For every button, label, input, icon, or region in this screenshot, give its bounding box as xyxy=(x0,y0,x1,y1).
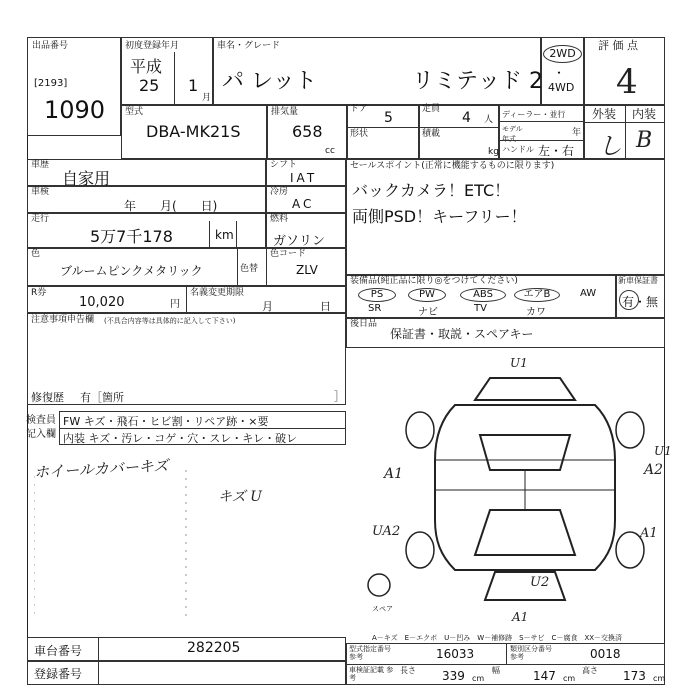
designation-label: 型式指定番号 参考 xyxy=(349,645,391,661)
model-name: パ レット xyxy=(222,69,317,94)
mileage-value: 5万7千178 xyxy=(90,227,173,246)
inspection-label: 車検 xyxy=(31,187,50,197)
aircon-label: 冷房 xyxy=(270,187,289,197)
aircon-value: AC xyxy=(292,197,315,211)
equip-abs: ABS xyxy=(460,288,506,302)
equip-tv: TV xyxy=(474,303,487,314)
kizu-note: キズ U xyxy=(218,489,262,505)
interior-score: B xyxy=(636,128,653,153)
usage-value: 自家用 xyxy=(62,169,111,188)
designation-value: 16033 xyxy=(436,647,475,661)
handle-label: ハンドル xyxy=(502,145,534,154)
type-label: 型式 xyxy=(125,107,144,117)
equip-sr: SR xyxy=(368,303,382,314)
equip-leather: カワ xyxy=(526,307,546,318)
drive-dot: ・ xyxy=(553,66,566,80)
length-unit: cm xyxy=(472,674,485,683)
score-value: 4 xyxy=(616,62,638,102)
diagram-legend: A－キズ E－エクボ U－凹み W－補修跡 S－サビ C－腐食 XX－交換済 xyxy=(372,634,623,642)
notes-label: 注意事項申告欄 xyxy=(31,315,95,325)
equip-ps: PS xyxy=(358,288,396,302)
height-value: 173 xyxy=(623,669,646,683)
attachments-value: 保証書・取説・スペアキー xyxy=(390,327,534,341)
mark-u1-right: U1 xyxy=(654,444,672,458)
load-label: 積載 xyxy=(422,129,441,139)
width-unit: cm xyxy=(563,674,576,683)
equipment-label: 装備品(純正品に限り◎をつけてください) xyxy=(350,276,518,286)
warranty-label: 新車保証書 xyxy=(618,276,658,285)
checker-label1: 検査員 xyxy=(26,415,56,426)
mileage-label: 走行 xyxy=(31,214,50,224)
notes-sub: (不具合内容等は具体的に記入して下さい) xyxy=(104,317,236,325)
shift-value: IAT xyxy=(290,171,318,185)
exterior-label: 外装 xyxy=(592,107,617,121)
repair-end: ］ xyxy=(334,390,345,403)
score-label: 評 価 点 xyxy=(598,39,638,52)
recycle-label: R券 xyxy=(31,288,47,298)
ref-label: 車検証記載 参考 xyxy=(349,666,394,682)
color-code: ZLV xyxy=(296,263,318,277)
reg-label: 登録番号 xyxy=(34,667,83,681)
recycle-value: 10,020 xyxy=(79,295,125,310)
fuel-value: ガソリン xyxy=(273,234,326,249)
drive-2wd: 2WD xyxy=(543,45,582,63)
inspection-value: 年 月( 日) xyxy=(124,199,218,213)
mark-a1-left: A1 xyxy=(384,466,404,482)
color-code-label: 色コード xyxy=(270,249,307,259)
checker-label2: 記入欄 xyxy=(26,429,56,440)
car-diagram xyxy=(400,360,650,620)
checker-row2: 内装 キズ・汚レ・コゲ・穴・スレ・キレ・破レ xyxy=(63,432,298,445)
height-label: 高さ xyxy=(582,666,598,675)
mileage-unit: km xyxy=(215,228,234,242)
mark-a1-rear: A1 xyxy=(512,610,529,624)
color-label: 色 xyxy=(31,249,41,259)
spare-label: スペア xyxy=(372,605,393,613)
category-label: 類別区分番号 参考 xyxy=(510,645,552,661)
shift-label: シフト xyxy=(270,160,298,170)
dealer-label: ディーラー・並行 xyxy=(502,110,566,119)
equip-navi: ナビ xyxy=(418,307,438,318)
sales-point-label: セールスポイント(正常に機能するものに限ります) xyxy=(350,161,555,171)
handle-value: 左・右 xyxy=(538,144,575,158)
seats-unit: 人 xyxy=(484,115,494,125)
drive-4wd: 4WD xyxy=(548,81,575,94)
color-value: ブルームピンクメタリック xyxy=(60,264,203,278)
equip-aw: AW xyxy=(580,288,597,299)
category-value: 0018 xyxy=(590,647,621,661)
seats-label: 定員 xyxy=(422,104,441,114)
dotted-lines xyxy=(34,470,344,620)
model-year-label: モデル 年式 xyxy=(502,125,523,143)
equip-pw: PW xyxy=(408,288,446,302)
sales-point-line1: バックカメラ！ETC！ xyxy=(352,181,511,200)
notes-box xyxy=(27,313,346,405)
sales-point-line2: 両側PSD！キーフリー！ xyxy=(352,207,527,226)
mark-a2-right: A2 xyxy=(644,462,664,478)
interior-label: 内装 xyxy=(632,107,657,121)
color-change-label: 色替 xyxy=(240,264,259,274)
displacement-label: 排気量 xyxy=(271,107,299,117)
mark-u1-top: U1 xyxy=(510,356,528,370)
model-label: 車名・グレード xyxy=(217,41,281,51)
width-label: 幅 xyxy=(492,666,500,675)
wheel-cover-note: ホイールカバーキズ xyxy=(33,456,169,482)
registration-month-unit: 月 xyxy=(202,93,212,103)
doors-label: ドア xyxy=(350,104,368,114)
exterior-score: し xyxy=(598,132,622,160)
registration-year: 25 xyxy=(139,76,160,95)
lot-code: [2193] xyxy=(34,78,68,89)
warranty-value: 有・無 xyxy=(622,295,659,309)
usage-label: 車歴 xyxy=(31,160,50,170)
chassis-value: 282205 xyxy=(187,640,241,656)
type-value: DBA-MK21S xyxy=(146,122,241,141)
registration-month: 1 xyxy=(188,76,199,95)
mark-a1-right: A1 xyxy=(640,526,658,541)
warranty-circle xyxy=(619,290,639,310)
mark-ua2-left: UA2 xyxy=(372,524,401,539)
checker-row1: FW キズ・飛石・ヒビ割・リペア跡・×要 xyxy=(63,415,269,428)
spare-tire-icon xyxy=(364,570,394,600)
model-grade: リミテッド 2 xyxy=(412,69,543,94)
mark-u2-rear: U2 xyxy=(530,575,550,590)
height-unit: cm xyxy=(653,674,666,683)
title-deadline-month: 月 xyxy=(262,300,273,313)
chassis-label: 車台番号 xyxy=(34,644,83,658)
registration-label: 初度登録年月 xyxy=(125,41,180,51)
registration-era: 平成 xyxy=(130,57,163,76)
recycle-unit: 円 xyxy=(170,299,180,310)
shape-label: 形状 xyxy=(350,129,369,139)
attachments-label: 後日品 xyxy=(350,319,378,329)
title-deadline-day: 日 xyxy=(320,300,331,313)
lot-label: 出品番号 xyxy=(32,41,69,51)
equip-airbag: エアB xyxy=(514,288,560,302)
length-label: 長さ xyxy=(400,666,416,675)
displacement-value: 658 xyxy=(292,122,323,141)
repair-label: 修復歴 xyxy=(31,391,64,404)
width-value: 147 xyxy=(533,669,556,683)
load-unit: kg xyxy=(488,147,499,157)
length-value: 339 xyxy=(442,669,465,683)
fuel-label: 燃料 xyxy=(270,214,289,224)
lot-number: 1090 xyxy=(44,96,106,124)
model-year-unit: 年 xyxy=(572,128,582,138)
displacement-unit: cc xyxy=(325,146,335,156)
repair-value: 有［箇所 xyxy=(80,391,124,404)
title-deadline-label: 名義変更期限 xyxy=(190,288,245,298)
seats-value: 4 xyxy=(462,110,471,126)
doors-value: 5 xyxy=(384,110,393,126)
